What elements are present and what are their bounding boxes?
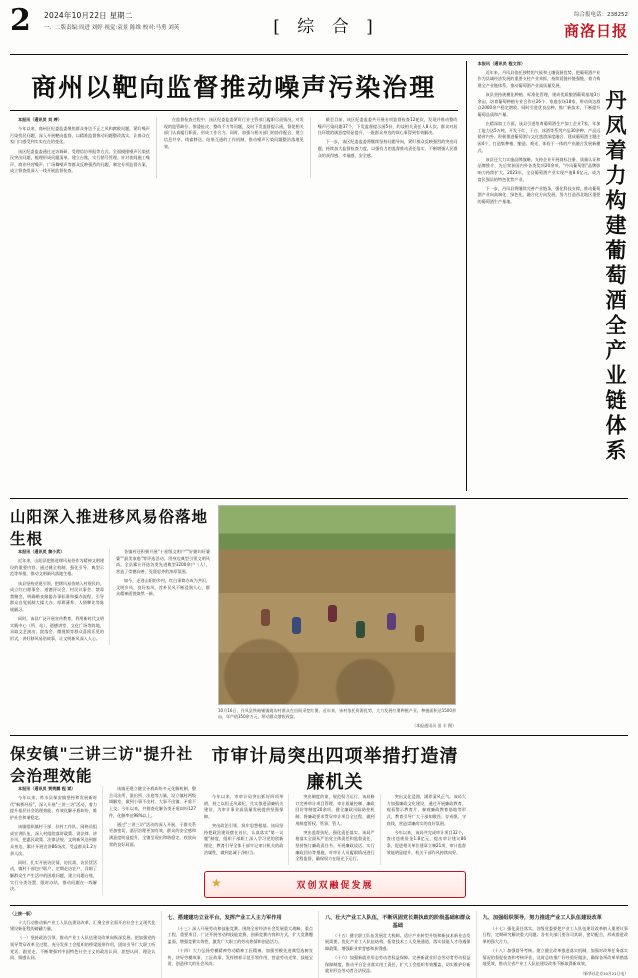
paragraph: 今年以来，市审计局突出抓好四项举措，持之以恒正风肃纪，扎实推进清廉机关建设，为审计事业高质量发展提供坚强保障。 bbox=[204, 794, 284, 819]
continuation-note: （上接一版） bbox=[10, 911, 34, 917]
paragraph: 截至目前，该区纪委监委共开展专项监督检查12轮次，发现并推动整改噪声污染问题37个，下发监督提示函5份，约谈相关责任人8人次。群众对居住环境的满意度明显提升，一批群众身边的烦心事得到有效解决。 bbox=[317, 117, 458, 136]
paragraph: 近年来，山阳县把推进移风易俗作为精神文明建设的重要内容，通过健全机制、强化引导、典型示范等举措，推动文明新风落地生根。 bbox=[10, 558, 104, 577]
photo-figure bbox=[356, 621, 365, 638]
lower-center-headline: 市审计局突出四项举措打造清廉机关 bbox=[211, 746, 459, 793]
top-story-column-1 bbox=[10, 117, 157, 178]
paragraph: 突出文化浸润，涵养清风正气。该局大力加强廉政文化建设，通过开展廉政教育、观看警示教育片、参观廉政教育基地等形式，教育引导广大干部知敬畏、存戒惧、守底线，营造崇廉尚实的良好氛围。 bbox=[386, 794, 466, 826]
paragraph: 如今，走进山阳的乡村，红白事简办成为共识，文明乡风、良好家风、淳朴民风不断浸润人心，群众精神面貌焕然一新。 bbox=[116, 578, 210, 597]
paragraph: 下一步，丹凤县将继续完善产业链条，强化科技支撑，推动葡萄酒产业向高端化、绿色化、融合化方向发展，努力打造西北地区重要的葡萄酒生产基地。 bbox=[477, 185, 601, 205]
photo-block bbox=[218, 505, 456, 729]
vertical-story-headline: 丹凤着力构建葡萄酒全产业链体系 bbox=[603, 88, 628, 464]
bottom-column-2 bbox=[168, 911, 320, 977]
lower-center-columns bbox=[204, 794, 466, 865]
lower-center-column-2 bbox=[295, 794, 380, 865]
paragraph: 该镇还建立健全矛盾纠纷多元化解机制，整合司法所、派出所、法庭等力量，设立镇村两级调解室，做到小事不出村、大事不出镇、矛盾不上交。今年以来，共排查化解各类矛盾纠纷127件，化解率达98%以上。 bbox=[109, 786, 196, 818]
paragraph: 近年来，丹凤县依托独特的气候和土壤资源优势，把葡萄酒产业作为县域经济发展的重要支柱产业来抓，持续延链补链强链，着力构建全产业链体系，推动葡萄酒产业高质量发展。 bbox=[477, 69, 601, 89]
paragraph: 同时，扎实开展访民情、访民需、访民忧活动，镇村干部包户联户，定期走访农户，详细了解群众生产生活中的困难问题，建立问题台账，实行分类处置、限时办结，推动问题在一线解决。 bbox=[10, 859, 97, 892]
lower-left-story bbox=[10, 742, 196, 898]
paragraph: 十大行动推动新产业工人队伍建设改革，汇聚全省全面开启社会主义现代化建设新征程的磅礴力量。 bbox=[10, 919, 156, 932]
paragraph: 该县坚持规模化种植、标准化管理，建成优质酿酒葡萄基地3万余亩，培育葡萄种植专业合作社26个、家庭农场18家，带动周边群众2000余户稳定增收。同时引进优良品种，推广新技术，不断提升葡萄品质和产量。 bbox=[477, 92, 601, 118]
badge-label: 双创双融促发展 bbox=[296, 881, 374, 892]
paragraph: 突出制度约束，规范权力运行。该局修订完善审计项目管理、审计质量控制、廉政回访等制度20余项，健全廉政风险防控机制，将廉政要求贯穿审计项目全过程，做到用制度管权、管事、管人。 bbox=[295, 794, 375, 826]
news-agency-note: （新华社北京10月21日电） bbox=[580, 970, 628, 976]
photo-figure bbox=[387, 613, 396, 630]
paragraph: （十七）强化责任落实。各级党委要把产业工人队伍建设改革纳入重要议事日程，定期研究解决重大问题。各有关部门要各司其职、密切配合，形成推进改革的强大合力。 bbox=[482, 925, 628, 944]
top-story-columns bbox=[10, 117, 458, 178]
bottom-column-3 bbox=[325, 911, 477, 977]
paragraph: 该县坚持党建引领，把移风易俗纳入村规民约，成立红白理事会、道德评议会、村民议事会、禁毒禁赌会，明确婚丧嫁娶办事标准和操办流程，引导群众自觉抵制大操大办、厚葬薄养、人情攀比等陈规陋习。 bbox=[10, 580, 104, 612]
mid-left-column-2 bbox=[116, 549, 210, 645]
top-story-column-2 bbox=[164, 117, 311, 178]
status-badge bbox=[204, 871, 466, 898]
byline: 本报讯（通讯员 詹小武） bbox=[18, 549, 65, 554]
mid-left-story bbox=[10, 505, 210, 729]
bottom-column-1 bbox=[10, 911, 162, 977]
lower-band bbox=[10, 735, 628, 898]
paragraph: 该镇组织镇村干部、驻村工作队、网格员组成宣讲队伍，深入村组院落讲政策、讲法律、讲乡风，把惠民政策、法律法规、文明新风送到群众身边，累计开展宣讲86场次，受益群众1.2万余人次。 bbox=[10, 824, 97, 856]
photo-figure bbox=[415, 625, 424, 642]
paragraph: 在监督检查过程中，该区纪委监委紧盯行业主管部门履职尽责情况，对发现的监管缺位、推诿扯皮、整改不力等问题，及时下发监督提示函，督促相关部门认真履行职责，形成工作合力。同时，加强与相关部门的协作配合，建立信息共享、线索移送、结果互通的工作机制，推动噪声污染问题整治落地见效。 bbox=[163, 117, 304, 149]
top-area bbox=[10, 61, 628, 491]
byline: 本报讯（通讯员 刘 婷） bbox=[18, 117, 62, 122]
paragraph: （十四）大力弘扬劳模精神劳动精神工匠精神。加强劳模先进典型选树宣传，讲好劳模故事、工匠故事，发挥榜样示范引领作用，营造劳动光荣、技能宝贵、创造伟大的社会风尚。 bbox=[167, 947, 313, 967]
subsection-heading: 九、加强组织领导，努力推进产业工人队伍建设改革 bbox=[482, 915, 602, 922]
photo-figure bbox=[292, 617, 301, 634]
paragraph: 下一步，该区纪委监委将继续坚持问题导向，紧盯群众反映强烈的突出问题，持续加大监督检查力度，以强有力的监督推动责任落实，不断增强人民群众的获得感、幸福感、安全感。 bbox=[317, 139, 458, 158]
masthead-date-block bbox=[44, 6, 194, 33]
section-title-block bbox=[194, 6, 458, 37]
paragraph: 各镇村还积极开展"十星级文明户""好媳妇好婆婆""最美家庭"等评选活动，用身边典型引领文明风尚。全县累计评选各类先进典型3200余户（人），营造了崇德向善、见贤思齐的浓厚氛围。 bbox=[116, 549, 210, 574]
registration-number: 综合报电话：238252 bbox=[574, 12, 628, 18]
masthead-right-block bbox=[458, 6, 628, 41]
paragraph: 通过"三讲三访"活动的深入开展，干群关系更加密切，基层治理更加有效，群众的安全感和满意度明显提升，全镇呈现出和谐稳定、欣欣向荣的良好局面。 bbox=[109, 821, 196, 847]
paragraph: 突出政治引领，筑牢思想根基。该局坚持把政治建设摆在首位，认真落实"第一议题"制度，组织干部职工深入学习党的创新理论，教育引导全体干部牢记审计机关的政治属性，做到忠诚干净担当。 bbox=[204, 823, 284, 855]
subsection-heading: 七、搭建建功立业平台，发挥产业工人主力军作用 bbox=[167, 915, 282, 922]
lower-center-column-3 bbox=[387, 794, 466, 865]
lower-center-story bbox=[204, 742, 466, 898]
photo-credit: （本报通讯员 田 丰 摄） bbox=[412, 723, 456, 728]
paragraph: （十五）健全职工队伍发展壮大机制。适应产业转型升级和新技术新业态发展需要，优化产业工人队伍结构，拓宽技术工人发展通道，落实技能人才待遇保障政策，增强职业荣誉感和获得感。 bbox=[325, 932, 471, 952]
bottom-article bbox=[10, 905, 628, 977]
photo-figure bbox=[261, 609, 270, 626]
lower-left-headline: 保安镇"三讲三访"提升社会治理效能 bbox=[10, 744, 194, 785]
subsection-heading: 八、壮大产业工人队伍，不断巩固党长期执政的阶级基础和群众基础 bbox=[325, 915, 471, 929]
top-story-headline: 商州以靶向监督推动噪声污染治理 bbox=[10, 61, 458, 111]
editor-credits: 一、二版责编:周进 刘婷 视觉:袁景 陈维 校对:马勇 刘英 bbox=[44, 25, 180, 32]
masthead bbox=[10, 3, 628, 55]
mid-left-column-1 bbox=[10, 549, 110, 645]
bottom-column-4 bbox=[483, 911, 629, 977]
paper-logo: 商洛日报 bbox=[563, 22, 628, 40]
byline: 本报讯（通讯员 贾贵鹏 程 斌） bbox=[18, 786, 76, 791]
lower-left-column-1 bbox=[10, 786, 103, 895]
star-icon: ★ bbox=[211, 876, 224, 891]
paragraph: 该区纪委监委通过走访调研、受理信访举报等方式，全面摸排噪声污染扰民突出问题，梳理形成问题清单，建立台账，实行销号管理。针对夜间施工噪声、商业经营噪声、广场舞噪声等群众反映强烈的问题，制定专项监督方案，成立督查组深入一线开展监督检查。 bbox=[10, 148, 150, 174]
paragraph: 该县还大力实施品牌战略，支持企业开展商标注册、质量认证和品牌推介，先后荣获国内外各类奖项20余项，"丹凤葡萄酒"品牌影响力持续扩大。2023年，全县葡萄酒产业实现产值8.6亿元，成为富民强县的特色优势产业。 bbox=[477, 156, 601, 182]
paragraph: （十三）深入开展劳动和技能竞赛。围绕全省经济社会发展重大战略、重点工程、重要项目，广泛开展劳动和技能竞赛，创新竞赛内容和方式，扩大竞赛覆盖面，增强竞赛实效性，激发广大职工的劳动热情和创造活力。 bbox=[167, 925, 313, 944]
paragraph: 今年以来，柞水县保安镇坚持和发展新时代"枫桥经验"，深入开展"三讲三访"活动，着力提升基层社会治理效能，有效化解矛盾纠纷，维护社会和谐稳定。 bbox=[10, 795, 97, 820]
mid-left-headline: 山阳深入推进移风易俗落地生根 bbox=[10, 507, 209, 548]
lower-left-columns bbox=[10, 786, 196, 895]
photo-caption: 10月16日，丹凤县铁峪铺镇姚沟村群众在田间采挖红薯。近年来，该村依托资源优势，大力发展红薯种植产业，种植面积达1500余亩，年产值350余万元，带动群众增收致富。 bbox=[218, 708, 456, 719]
photo-figure bbox=[328, 605, 337, 622]
publication-date: 2024年10月22日 星期二 bbox=[44, 11, 133, 20]
paragraph: 突出监督执纪，强化责任落实。该局严格落实全面从严治党主体责任和监督责任，坚持签订廉政责任书、开展廉政谈话、实行廉政回访等措施，对审计人员履职情况进行全程监督，确保权力在阳光下运行。 bbox=[295, 829, 375, 862]
paragraph: （十八）加强督导考核。建立健全改革推进落实机制，加强对改革任务落实情况的督促检查和考核评估，及时总结推广好经验好做法，确保各项改革举措落地见效，推动全省产业工人队伍建设改革不断取得新成效。 bbox=[482, 947, 628, 967]
vertical-story-body bbox=[474, 61, 601, 491]
mid-band bbox=[10, 498, 628, 729]
paragraph: （十六）加强新就业形态劳动者权益保障。完善新就业形态劳动者劳动权益保障制度，推动平台企业落实用工责任，扩大工会组织有效覆盖，切实维护好新就业形态劳动者合法权益。 bbox=[325, 955, 471, 974]
vertical-story bbox=[466, 61, 628, 491]
lower-left-column-2 bbox=[109, 786, 196, 895]
page-number: 2 bbox=[10, 3, 31, 38]
section-title: [ 综 合 ] bbox=[273, 17, 379, 37]
vertical-story-text bbox=[478, 70, 601, 206]
paragraph: 今年以来，该局共完成审计项目32个，查出违规资金1.8亿元，提出审计建议86条，促进相关单位建章立制21项，审计监督效能明显提升，机关干部作风持续向好。 bbox=[386, 829, 466, 855]
paragraph: 今年以来，商州区纪委监委聚焦群众身边不正之风和腐败问题，紧盯噪声污染扰民问题，深入开展靶向监督，以精准监督推动问题整改落实，让群众在家门口感受到实实在在的变化。 bbox=[10, 126, 150, 145]
top-story-column-3 bbox=[318, 117, 458, 178]
vertical-story-byline: 本报讯（通讯员 程文祥） bbox=[477, 61, 526, 66]
paragraph: 在精深加工方面，该县引进培育葡萄酒生产加工企业7家，年加工能力达5万吨，开发干红、干白、冰酒等系列产品30余种，产品远销省内外。积极推进葡萄酒与文化旅游深度融合，建成葡萄酒主题庄园4个，打造集种植、酿造、观光、体验于一体的产业融合发展新模式。 bbox=[477, 121, 601, 153]
mid-left-columns bbox=[10, 549, 210, 645]
top-story bbox=[10, 61, 458, 491]
paragraph: （一）坚持政治引领，推动产业工人队伍建设改革向纵深发展。把加强党的领导贯穿改革全过程，充分发挥工会组织的桥梁纽带作用，团结引导广大职工听党话、跟党走，不断增强对中国特色社会主义的政治认同、思想认同、理论认同、情感认同。 bbox=[10, 935, 156, 961]
paragraph: 同时，该县广泛开展宣传教育，利用新时代文明实践中心（所、站）、道德讲堂、文化广场等阵地，采取文艺演出、院落会、微视频等群众喜闻乐见的形式，讲好移风易俗故事，让文明新风深入人心。 bbox=[10, 616, 104, 641]
news-photo bbox=[218, 505, 456, 705]
lower-center-column-1 bbox=[204, 794, 289, 865]
